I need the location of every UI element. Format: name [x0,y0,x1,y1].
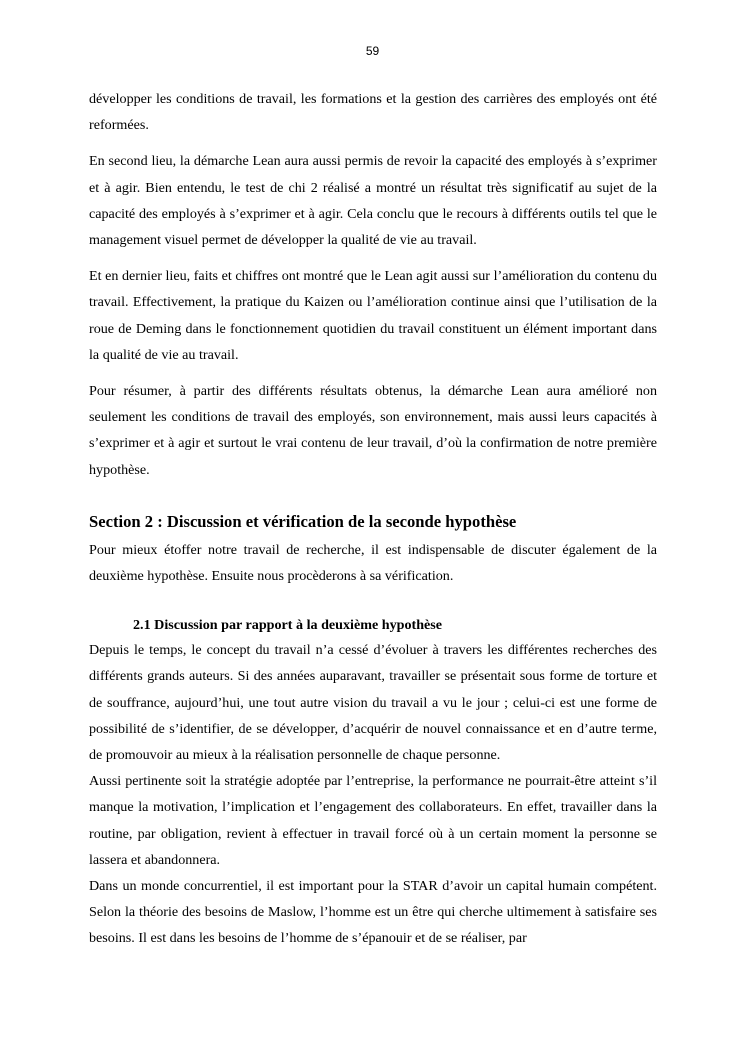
section-2-heading: Section 2 : Discussion et vérification de la seconde hypothèse [89,511,517,531]
paragraph-second-lieu: En second lieu, la démarche Lean aura aussi permis de revoir la capacité des employés à s’exprimer et à agir. Bien entendu, le test de chi 2 réalisé a montré un résultat très significatif au sujet de la capacité des employés à s’exprimer et à agir. Cela conclu que le recours à différents outils tel que le management visuel permet de développer la qualité de vie au travail. [89,153,657,249]
page-number: 59 [365,44,380,58]
section-2-intro: Pour mieux étoffer notre travail de recherche, il est indispensable de discuter également de la deuxième hypothèse. Ensuite nous procèderons à sa vérification. [89,541,657,585]
paragraph-strategie: Aussi pertinente soit la stratégie adoptée par l’entreprise, la performance ne pourrait-être atteint s’il manque la motivation, l’implication et l’engagement des collaborateurs. En effet, travailler dans la routine, par obligation, revient à effectuer in travail forcé où à un certain moment la personne se lassera et abandonnera. [89,773,657,868]
paragraph-dernier-lieu: Et en dernier lieu, faits et chiffres ont montré que le Lean agit aussi sur l’amélioration du contenu du travail. Effectivement, la pratique du Kaizen ou l’amélioration continue ainsi que l’utilisation de la roue de Deming dans le fonctionnement quotidien du travail constituent un élément important dans la qualité de vie au travail. [89,268,657,363]
paragraph-resume: Pour résumer, à partir des différents résultats obtenus, la démarche Lean aura amélioré non seulement les conditions de travail des employés, son environnement, mais aussi leurs capacités à s’exprimer et à agir et surtout le vrai contenu de leur travail, d’où la confirmation de notre première hypothèse. [89,383,657,478]
paragraph-monde-concurrentiel: Dans un monde concurrentiel, il est important pour la STAR d’avoir un capital humain compétent. Selon la théorie des besoins de Maslow, l’homme est un être qui cherche ultimement à satisfaire ses besoins. Il est dans les besoins de l’homme de s’épanouir et de se réaliser, par [89,878,657,947]
page-content [89,86,657,952]
paragraph-conditions-travail: développer les conditions de travail, les formations et la gestion des carrières des employés ont été reformées. [89,91,657,134]
paragraph-concept-travail: Depuis le temps, le concept du travail n’a cessé d’évoluer à travers les différentes recherches des différents grands auteurs. Si des années auparavant, travailler se présentait sous forme de torture et de souffrance, aujourd’hui, une tout autre vision du travail a vu le jour ; celui-ci est une forme de possibilité de s’identifier, de se développer, d’acquérir de nouvel connaissance et en d’autre terme, de promouvoir au mieux à la réalisation personnelle de chaque personne. [89,642,657,764]
subsection-2-1-heading: 2.1 Discussion par rapport à la deuxième hypothèse [133,617,443,634]
